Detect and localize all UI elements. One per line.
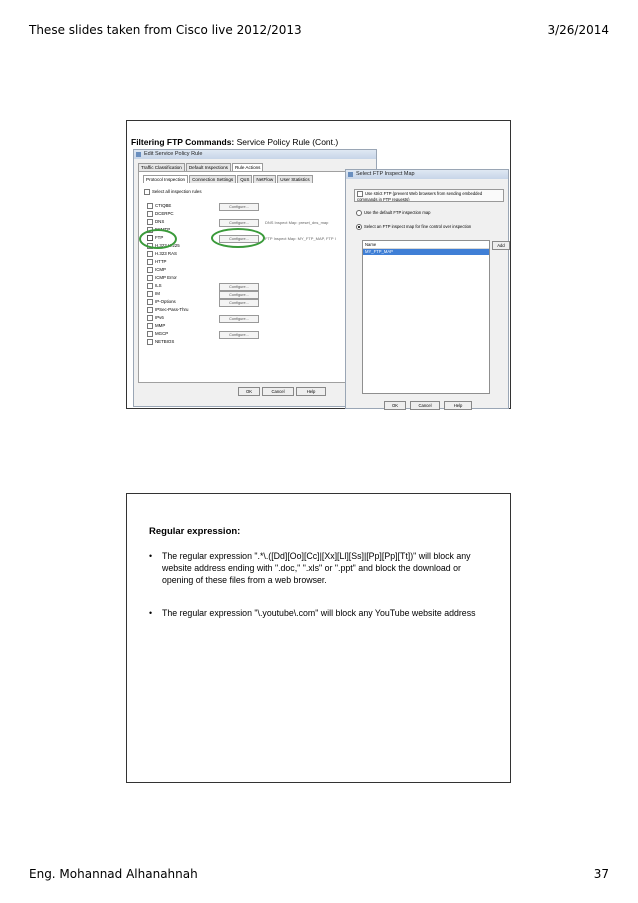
rule-checkbox[interactable] [147, 275, 153, 281]
dialog-titlebar [134, 150, 376, 159]
bullet-dot: • [149, 551, 153, 561]
map-dialog-title: Select FTP Inspect Map [356, 171, 415, 177]
rule-row[interactable] [147, 250, 177, 258]
subtab-netflow[interactable]: NetFlow [253, 175, 276, 183]
configure-button-dcerpc[interactable]: Configure... [219, 203, 259, 211]
rule-label: HTTP [155, 259, 167, 264]
rule-label: ILS [155, 283, 162, 288]
tab-default-inspections[interactable]: Default Inspections [186, 163, 231, 171]
configure-button[interactable]: Configure... [219, 299, 259, 307]
rule-row[interactable] [147, 202, 171, 210]
map-ok-button[interactable]: OK [384, 401, 406, 410]
app-icon [136, 152, 141, 157]
rule-checkbox[interactable] [147, 211, 153, 217]
rule-checkbox[interactable] [147, 331, 153, 337]
map-cancel-button[interactable]: Cancel [410, 401, 440, 410]
subtab-protocol-inspection[interactable]: Protocol Inspection [143, 175, 188, 183]
strict-ftp-label: Use strict FTP (prevent Web browsers from sending embedded commands in FTP requests) [357, 191, 483, 202]
rule-row[interactable] [147, 338, 174, 346]
configure-button[interactable]: Configure... [219, 291, 259, 299]
configure-button-dns[interactable]: Configure... [219, 219, 259, 227]
slide-title-rest: Service Policy Rule (Cont.) [234, 137, 339, 147]
rule-label: DCERPC [155, 211, 174, 216]
map-help-button[interactable]: Help [444, 401, 472, 410]
rule-label: DNS [155, 219, 165, 224]
page-header-left: These slides taken from Cisco live 2012/2013 [29, 23, 302, 37]
rule-row[interactable] [147, 218, 164, 226]
inspect-map-list[interactable] [362, 240, 490, 394]
select-map-label: Select an FTP inspect map for fine control over inspection [364, 224, 472, 230]
rule-row[interactable] [147, 314, 164, 322]
strict-ftp-option[interactable] [354, 189, 504, 202]
rule-label: H.323 RAS [155, 251, 177, 256]
list-header-name: Name [363, 241, 489, 249]
rule-checkbox[interactable] [147, 323, 153, 329]
rule-checkbox[interactable] [147, 283, 153, 289]
rule-checkbox[interactable] [147, 259, 153, 265]
rule-row[interactable] [147, 322, 165, 330]
slide-ftp-commands [126, 120, 511, 409]
page-number: 37 [593, 867, 609, 881]
subtab-connection-settings[interactable]: Connection Settings [189, 175, 236, 183]
rule-actions-panel [138, 171, 372, 383]
bullet-dot: • [149, 608, 153, 618]
rule-checkbox[interactable] [147, 267, 153, 273]
rule-label: ESMTP [155, 227, 171, 232]
rule-checkbox[interactable] [147, 291, 153, 297]
rule-label: MGCP [155, 331, 169, 336]
select-all-row[interactable] [144, 188, 202, 196]
rule-row[interactable] [147, 330, 168, 338]
rule-checkbox[interactable] [147, 299, 153, 305]
tab-traffic-classification[interactable]: Traffic Classification [138, 163, 185, 171]
rule-label: NETBIOS [155, 339, 175, 344]
rule-row[interactable] [147, 266, 166, 274]
cancel-button[interactable]: Cancel [262, 387, 294, 396]
tab-rule-actions[interactable]: Rule Actions [232, 163, 264, 171]
rule-row[interactable] [147, 306, 188, 314]
rule-label: ICMP Error [155, 275, 177, 280]
highlight-ftp-checkbox [139, 229, 177, 249]
bullet-item [149, 550, 494, 586]
rule-label: MMP [155, 323, 166, 328]
rule-row[interactable] [147, 282, 162, 290]
rule-label: ICMP [155, 267, 166, 272]
bullet-item [149, 607, 494, 619]
configure-button[interactable]: Configure... [219, 331, 259, 339]
default-map-label: Use the default FTP inspection map [364, 210, 431, 216]
select-ftp-inspect-map-dialog [345, 169, 509, 409]
rule-checkbox[interactable] [147, 219, 153, 225]
rule-row[interactable] [147, 210, 174, 218]
rule-row[interactable] [147, 258, 166, 266]
bullet-text: The regular expression "\.youtube\.com" will block any YouTube website address [162, 608, 476, 618]
subtab-user-statistics[interactable]: User Statistics [277, 175, 312, 183]
select-map-radio[interactable] [356, 224, 362, 230]
rule-label: CTIQBE [155, 203, 172, 208]
rule-row[interactable] [147, 298, 176, 306]
configure-button-ftp[interactable]: Configure... [219, 235, 259, 243]
subtab-bar [143, 175, 313, 183]
edit-service-policy-dialog [133, 149, 377, 407]
slide-title: Regular expression: [149, 526, 241, 537]
help-button[interactable]: Help [296, 387, 326, 396]
rule-checkbox[interactable] [147, 251, 153, 257]
select-map-option[interactable] [356, 224, 471, 230]
slide-title-bold: Filtering FTP Commands: [131, 137, 235, 147]
rule-checkbox[interactable] [147, 339, 153, 345]
rule-label: IM [155, 291, 160, 296]
subtab-qos[interactable]: QoS [237, 175, 252, 183]
slide-regular-expression [126, 493, 511, 783]
rule-row[interactable] [147, 290, 160, 298]
rule-checkbox[interactable] [147, 203, 153, 209]
list-item-selected[interactable]: MY_FTP_MAP [363, 249, 489, 255]
add-button[interactable]: Add [492, 241, 510, 250]
page-header-date: 3/26/2014 [547, 23, 609, 37]
rule-row[interactable] [147, 274, 177, 282]
rule-label: IPv6 [155, 315, 164, 320]
default-map-radio[interactable] [356, 210, 362, 216]
dialog-title: Edit Service Policy Rule [144, 151, 203, 157]
ok-button[interactable]: OK [238, 387, 260, 396]
slide-title [131, 137, 338, 147]
select-all-label: Select all inspection rules [152, 189, 202, 194]
rule-label: IP-Options [155, 299, 176, 304]
rule-label: H.323 H.225 [155, 243, 180, 248]
rule-label: FTP [155, 235, 164, 240]
highlight-ftp-configure [211, 228, 265, 248]
dns-map-note: DNS Inspect Map: preset_dns_map [265, 220, 329, 225]
map-dialog-titlebar [346, 170, 508, 179]
configure-button[interactable]: Configure... [219, 283, 259, 291]
bullet-text: The regular expression ".*\.([Dd][Oo][Cc]|[Xx][Ll][Ss]|[Pp][Pp][Tt])" will block any website address ending with ".doc," ".xls" or ".ppt" and block the download or opening of these files from a web browser. [162, 551, 471, 585]
rule-label: IPSec-Pass-Thru [155, 307, 189, 312]
rule-checkbox[interactable] [147, 315, 153, 321]
default-map-option[interactable] [356, 210, 431, 216]
rule-checkbox[interactable] [147, 307, 153, 313]
select-all-checkbox[interactable] [144, 189, 150, 195]
configure-button[interactable]: Configure... [219, 315, 259, 323]
page-footer-author: Eng. Mohannad Alhanahnah [29, 867, 198, 881]
app-icon [348, 172, 353, 177]
tab-bar [138, 163, 263, 171]
ftp-map-note: FTP Inspect Map: MY_FTP_MAP, FTP I [265, 236, 336, 241]
